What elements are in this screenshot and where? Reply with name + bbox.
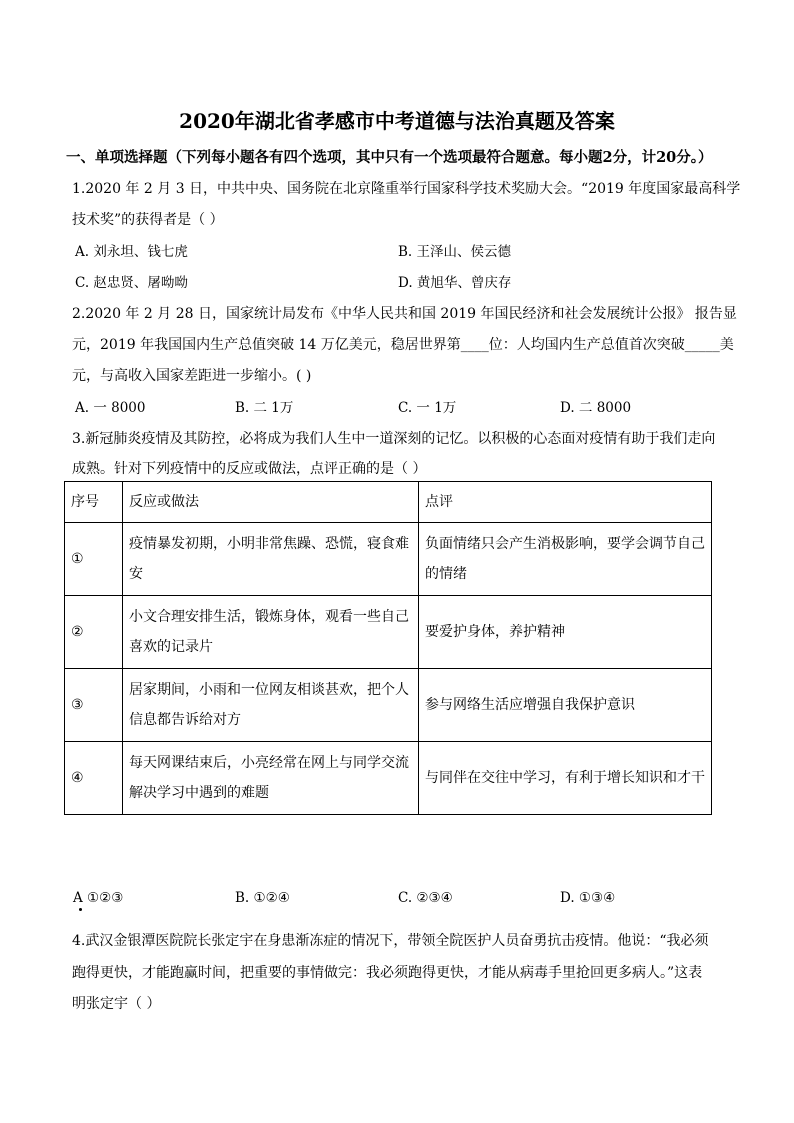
section-heading: 一、单项选择题（下列每小题各有四个选项，其中只有一个选项最符合题意。每小题2分，计20分。）: [66, 149, 713, 166]
q3-option-a: A ①②③: [73, 890, 124, 906]
comment-line: 的情绪: [425, 566, 467, 582]
action-line: 安: [129, 566, 143, 582]
table-row: [65, 596, 712, 669]
table-row: [65, 669, 712, 742]
action-line: 小文合理安排生活，锻炼身体，观看一些自己: [129, 609, 409, 625]
row-number: ②: [65, 596, 123, 669]
page-title: 2020年湖北省孝感市中考道德与法治真题及答案: [179, 109, 615, 133]
q3-stem-line1: 3.新冠肺炎疫情及其防控，必将成为我们人生中一道深刻的记忆。以积极的心态面对疫情有助于我们走向: [72, 431, 716, 447]
header-action: 反应或做法: [123, 482, 419, 523]
comment-line: 与同伴在交往中学习，有利于增长知识和才干: [425, 770, 705, 786]
row-number: ④: [65, 742, 123, 815]
q4-stem-line3: 明张定宇（ ）: [72, 996, 161, 1012]
q2-option-b: B. 二 1万: [235, 400, 294, 416]
comment-line: 负面情绪只会产生消极影响，要学会调节自己: [425, 536, 705, 552]
q3-option-b: B. ①②④: [235, 890, 290, 906]
q2-stem-line2: 元，2019 年我国国内生产总值突破 14 万亿美元，稳居世界第____位：人均国内生产总值首次突破_____美: [72, 337, 734, 353]
row-comment: [419, 669, 712, 742]
q1-stem-line1: 1.2020 年 2 月 3 日，中共中央、国务院在北京隆重举行国家科学技术奖励大会。“2019 年度国家最高科学: [72, 181, 741, 197]
q2-option-c: C. 一 1万: [398, 400, 457, 416]
action-line: 喜欢的记录片: [129, 639, 213, 655]
q3-table: [64, 481, 712, 815]
row-number: ③: [65, 669, 123, 742]
action-line: 信息都告诉给对方: [129, 712, 241, 728]
q1-option-c: C. 赵忠贤、屠呦呦: [75, 275, 188, 291]
header-number: 序号: [65, 482, 123, 523]
q3-option-c: C. ②③④: [398, 890, 453, 906]
row-comment: [419, 596, 712, 669]
q2-stem-line1: 2.2020 年 2 月 28 日，国家统计局发布《中华人民共和国 2019 年国民经济和社会发展统计公报》 报告显: [72, 306, 737, 322]
q2-stem-line3: 元，与高收入国家差距进一步缩小。( ): [72, 368, 312, 384]
action-line: 疫情暴发初期，小明非常焦躁、恐慌，寝食难: [129, 536, 409, 552]
header-comment: 点评: [419, 482, 712, 523]
row-comment: [419, 523, 712, 596]
row-action: [123, 742, 419, 815]
q2-option-a: A. 一 8000: [75, 400, 146, 416]
q1-stem-line2: 技术奖”的获得者是（ ）: [72, 212, 224, 228]
row-action: [123, 596, 419, 669]
row-number: ①: [65, 523, 123, 596]
comment-line: 参与网络生活应增强自我保护意识: [425, 697, 635, 713]
comment-line: 要爱护身体，养护精神: [425, 624, 565, 640]
q1-option-b: B. 王泽山、侯云德: [398, 244, 512, 260]
action-line: 解决学习中遇到的难题: [129, 785, 269, 801]
q2-option-d: D. 二 8000: [560, 400, 632, 416]
q1-option-a: A. 刘永坦、钱七虎: [75, 244, 188, 260]
row-action: [123, 669, 419, 742]
table-row: [65, 742, 712, 815]
table-header-row: [65, 482, 712, 523]
q3-stem-line2: 成熟。针对下列疫情中的反应或做法，点评正确的是（ ）: [72, 461, 427, 477]
table-row: [65, 523, 712, 596]
action-line: 每天网课结束后，小亮经常在网上与同学交流: [129, 755, 409, 771]
q4-stem-line1: 4.武汉金银潭医院院长张定宇在身患渐冻症的情况下，带领全院医护人员奋勇抗击疫情。他说：“我必须: [72, 933, 709, 949]
q4-stem-line2: 跑得更快，才能跑赢时间，把重要的事情做完：我必须跑得更快，才能从病毒手里抢回更多病人。”这表: [72, 965, 703, 981]
q1-option-d: D. 黄旭华、曾庆存: [398, 275, 512, 291]
row-action: [123, 523, 419, 596]
stray-dot-mark: [79, 908, 82, 911]
row-comment: [419, 742, 712, 815]
q3-option-d: D. ①③④: [560, 890, 616, 906]
action-line: 居家期间，小雨和一位网友相谈甚欢，把个人: [129, 682, 409, 698]
